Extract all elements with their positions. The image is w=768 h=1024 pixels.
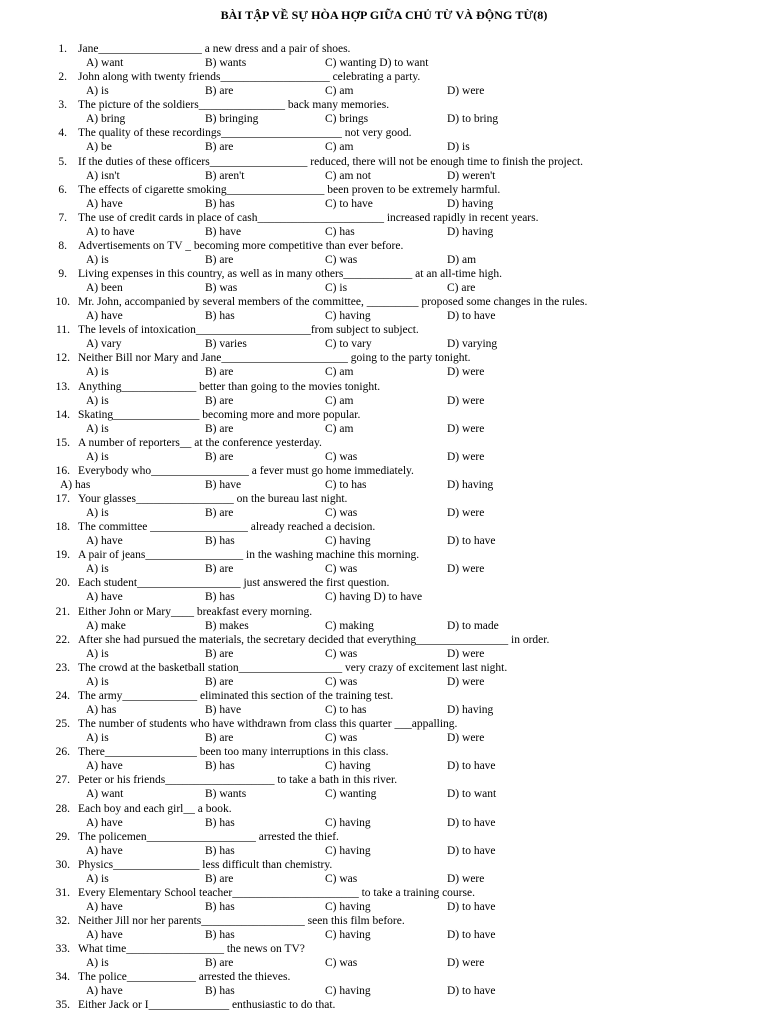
question-number: 26. xyxy=(55,746,70,759)
answer-option: C) was xyxy=(325,450,358,463)
answer-option: C) was xyxy=(325,253,358,266)
question-text: There________________ been too many interruptions in this class. xyxy=(78,746,389,759)
document-title: BÀI TẬP VỀ SỰ HÒA HỢP GIỮA CHỦ TỪ VÀ ĐỘNG TỪ(8) xyxy=(220,8,548,22)
question-text: What time_________________ the news on TV? xyxy=(78,943,305,956)
answer-option: B) are xyxy=(205,957,234,970)
answer-option: C) having xyxy=(325,900,371,913)
answer-option: C) wanting D) to want xyxy=(325,57,429,69)
answer-option: D) to want xyxy=(447,788,497,801)
question-text: Neither Bill nor Mary and Jane______________________ going to the party tonight. xyxy=(78,352,471,365)
answer-option: B) has xyxy=(205,197,235,210)
answer-option: A) is xyxy=(86,507,109,520)
answer-option: C) was xyxy=(325,563,358,576)
question-number: 11. xyxy=(56,324,70,337)
answer-option: B) has xyxy=(205,591,235,604)
answer-option: A) bring xyxy=(86,113,126,126)
answer-option: A) is xyxy=(86,732,109,745)
question-number: 20. xyxy=(55,577,70,590)
answer-option: B) are xyxy=(205,394,234,407)
answer-option: B) are xyxy=(205,85,234,98)
answer-option: A) is xyxy=(86,85,109,98)
question-text: Everybody who_________________ a fever must go home immediately. xyxy=(78,464,414,477)
answer-option: B) wants xyxy=(205,788,247,801)
question-text: Either Jack or I______________ enthusiastic to do that. xyxy=(78,999,336,1012)
question-number: 10. xyxy=(55,296,70,309)
question-number: 8. xyxy=(58,239,67,252)
question-text: The use of credit cards in place of cash______________________ increased rapidly in recent years. xyxy=(78,211,539,224)
answer-option: B) are xyxy=(205,507,234,520)
question-text: Anything_____________ better than going to the movies tonight. xyxy=(78,380,381,393)
answer-option: B) are xyxy=(205,253,234,266)
question-text: The effects of cigarette smoking_________________ been proven to be extremely harmful. xyxy=(78,183,501,196)
question-number: 5. xyxy=(58,155,67,168)
answer-option: A) make xyxy=(86,619,126,632)
question-text: Peter or his friends___________________ to take a bath in this river. xyxy=(78,774,398,787)
answer-option: A) have xyxy=(86,900,123,913)
answer-option: D) to bring xyxy=(447,113,499,126)
question-text: The army_____________ eliminated this section of the training test. xyxy=(78,689,394,702)
question-number: 16. xyxy=(55,464,70,477)
answer-option: B) makes xyxy=(205,619,249,632)
answer-option: B) are xyxy=(205,366,234,379)
question-number: 22. xyxy=(55,633,70,646)
answer-option: D) to have xyxy=(447,310,496,323)
answer-option: B) are xyxy=(205,647,234,660)
answer-option: D) to made xyxy=(447,619,499,632)
question-text: The crowd at the basketball station__________________ very crazy of excitement last night. xyxy=(78,661,508,674)
answer-option: D) were xyxy=(447,85,485,98)
answer-option: B) bringing xyxy=(205,113,259,126)
answer-option: D) to have xyxy=(447,985,496,998)
answer-option: A) have xyxy=(86,591,123,604)
answer-option: A) has xyxy=(60,478,91,491)
answer-option: B) are xyxy=(205,450,234,463)
answer-option: A) vary xyxy=(86,338,122,351)
question-text: Every Elementary School teacher______________________ to take a training course. xyxy=(78,886,475,899)
question-number: 13. xyxy=(55,380,70,393)
question-text: Each student__________________ just answered the first question. xyxy=(78,577,390,590)
answer-option: A) have xyxy=(86,760,123,773)
question-number: 29. xyxy=(55,830,70,843)
question-number: 32. xyxy=(55,915,70,928)
answer-option: C) am xyxy=(325,422,354,435)
question-number: 1. xyxy=(58,43,67,55)
answer-option: C) having xyxy=(325,760,371,773)
answer-option: B) are xyxy=(205,563,234,576)
question-number: 30. xyxy=(55,858,70,871)
answer-option: D) were xyxy=(447,422,485,435)
answer-option: D) having xyxy=(447,197,494,210)
answer-option: A) is xyxy=(86,957,109,970)
answer-option: B) are xyxy=(205,675,234,688)
question-text: John along with twenty friends___________________ celebrating a party. xyxy=(78,71,421,84)
question-number: 6. xyxy=(58,183,67,196)
question-text: A pair of jeans_________________ in the washing machine this morning. xyxy=(78,549,420,562)
answer-option: C) having xyxy=(325,816,371,829)
question-text: Physics_______________ less difficult than chemistry. xyxy=(78,858,333,871)
answer-option: D) to have xyxy=(447,844,496,857)
answer-option: A) have xyxy=(86,816,123,829)
answer-option: D) were xyxy=(447,872,485,885)
question-number: 34. xyxy=(55,971,70,984)
question-text: Living expenses in this country, as well as in many others____________ at an all-time high. xyxy=(78,268,503,281)
answer-option: B) are xyxy=(205,422,234,435)
question-number: 31. xyxy=(55,886,70,899)
answer-option: A) have xyxy=(86,929,123,942)
answer-option: C) am xyxy=(325,394,354,407)
answer-option: D) were xyxy=(447,563,485,576)
question-number: 27. xyxy=(55,774,70,787)
answer-option: B) has xyxy=(205,310,235,323)
question-text: The committee _________________ already reached a decision. xyxy=(78,521,376,534)
answer-option: A) is xyxy=(86,563,109,576)
answer-option: B) aren't xyxy=(205,169,245,182)
answer-option: B) have xyxy=(205,478,242,491)
answer-option: D) to have xyxy=(447,535,496,548)
answer-option: A) is xyxy=(86,394,109,407)
question-text: Each boy and each girl__ a book. xyxy=(78,802,232,815)
answer-option: B) has xyxy=(205,535,235,548)
answer-option: C) having xyxy=(325,929,371,942)
answer-option: A) is xyxy=(86,366,109,379)
answer-option: C) having D) to have xyxy=(325,591,423,604)
answer-option: C) am xyxy=(325,366,354,379)
question-text: The levels of intoxication____________________from subject to subject. xyxy=(78,324,419,337)
answer-option: A) is xyxy=(86,675,109,688)
question-text: A number of reporters__ at the conference yesterday. xyxy=(78,436,322,449)
question-number: 35. xyxy=(55,999,70,1012)
answer-option: B) has xyxy=(205,900,235,913)
question-number: 7. xyxy=(58,211,67,224)
question-text: The quality of these recordings_____________________ not very good. xyxy=(78,127,412,140)
answer-option: C) is xyxy=(325,282,348,295)
answer-option: A) is xyxy=(86,647,109,660)
question-number: 12. xyxy=(55,352,70,365)
answer-option: D) is xyxy=(447,141,470,154)
answer-option: D) were xyxy=(447,450,485,463)
answer-option: C) to have xyxy=(325,197,373,210)
answer-option: A) is xyxy=(86,422,109,435)
answer-option: B) wants xyxy=(205,57,247,69)
answer-option: C) making xyxy=(325,619,374,632)
answer-option: D) to have xyxy=(447,760,496,773)
question-text: Either John or Mary____ breakfast every morning. xyxy=(78,605,313,618)
question-text: The number of students who have withdrawn from class this quarter ___appalling. xyxy=(78,718,458,731)
answer-option: D) were xyxy=(447,394,485,407)
answer-option: A) is xyxy=(86,872,109,885)
answer-option: C) wanting xyxy=(325,788,377,801)
question-text: Mr. John, accompanied by several members of the committee, _________ proposed some changes in the rules. xyxy=(78,296,588,309)
answer-option: A) has xyxy=(86,703,117,716)
answer-option: D) were xyxy=(447,366,485,379)
answer-option: D) having xyxy=(447,703,494,716)
answer-option: A) have xyxy=(86,844,123,857)
answer-option: D) having xyxy=(447,478,494,491)
question-number: 28. xyxy=(55,802,70,815)
question-number: 14. xyxy=(55,408,70,421)
answer-option: B) are xyxy=(205,732,234,745)
question-text: Your glasses_________________ on the bureau last night. xyxy=(78,493,348,506)
answer-option: B) has xyxy=(205,985,235,998)
answer-option: C) having xyxy=(325,985,371,998)
question-number: 19. xyxy=(55,549,70,562)
answer-option: A) want xyxy=(86,57,124,69)
answer-option: A) want xyxy=(86,788,124,801)
answer-option: A) have xyxy=(86,985,123,998)
answer-option: C) to has xyxy=(325,478,367,491)
question-text: Skating_______________ becoming more and more popular. xyxy=(78,408,361,421)
answer-option: D) having xyxy=(447,225,494,238)
answer-option: C) are xyxy=(447,282,476,295)
question-text: The picture of the soldiers_______________ back many memories. xyxy=(78,99,390,112)
answer-option: D) were xyxy=(447,507,485,520)
answer-option: B) has xyxy=(205,760,235,773)
answer-option: B) was xyxy=(205,282,238,295)
question-text: Neither Jill nor her parents__________________ seen this film before. xyxy=(78,915,405,928)
answer-option: C) to vary xyxy=(325,338,372,351)
answer-option: A) is xyxy=(86,253,109,266)
answer-option: A) be xyxy=(86,141,112,154)
answer-option: D) were xyxy=(447,732,485,745)
answer-option: D) were xyxy=(447,647,485,660)
answer-option: C) has xyxy=(325,225,355,238)
question-number: 3. xyxy=(58,99,67,112)
answer-option: D) to have xyxy=(447,929,496,942)
answer-option: A) isn't xyxy=(86,169,120,182)
question-text: Advertisements on TV _ becoming more competitive than ever before. xyxy=(78,239,404,252)
answer-option: B) are xyxy=(205,872,234,885)
answer-option: C) was xyxy=(325,872,358,885)
answer-option: D) to have xyxy=(447,816,496,829)
answer-option: D) were xyxy=(447,957,485,970)
question-number: 23. xyxy=(55,661,70,674)
answer-option: D) weren't xyxy=(447,169,496,182)
answer-option: B) has xyxy=(205,929,235,942)
answer-option: D) were xyxy=(447,675,485,688)
answer-option: A) is xyxy=(86,450,109,463)
answer-option: C) am xyxy=(325,141,354,154)
answer-option: C) having xyxy=(325,844,371,857)
question-text: Jane__________________ a new dress and a pair of shoes. xyxy=(78,43,351,55)
answer-option: D) to have xyxy=(447,900,496,913)
question-number: 33. xyxy=(55,943,70,956)
answer-option: C) having xyxy=(325,535,371,548)
answer-option: B) varies xyxy=(205,338,247,351)
question-number: 21. xyxy=(55,605,70,618)
question-number: 17. xyxy=(55,493,70,506)
answer-option: B) have xyxy=(205,703,242,716)
answer-option: D) varying xyxy=(447,338,498,351)
answer-option: C) having xyxy=(325,310,371,323)
answer-option: B) are xyxy=(205,141,234,154)
answer-option: A) been xyxy=(86,282,123,295)
answer-option: C) to has xyxy=(325,703,367,716)
answer-option: C) was xyxy=(325,732,358,745)
question-text: After she had pursued the materials, the secretary decided that everything________________ in order. xyxy=(78,633,550,646)
answer-option: D) am xyxy=(447,253,477,266)
answer-option: C) am xyxy=(325,85,354,98)
question-number: 25. xyxy=(55,718,70,731)
question-number: 2. xyxy=(58,71,67,84)
answer-option: C) am not xyxy=(325,169,371,182)
question-text: The police____________ arrested the thieves. xyxy=(78,971,291,984)
answer-option: C) was xyxy=(325,507,358,520)
question-text: If the duties of these officers_________________ reduced, there will not be enough time to finish the project. xyxy=(78,155,584,168)
question-text: The policemen___________________ arrested the thief. xyxy=(78,830,339,843)
answer-option: A) have xyxy=(86,197,123,210)
answer-option: C) was xyxy=(325,675,358,688)
answer-option: C) was xyxy=(325,647,358,660)
answer-option: A) have xyxy=(86,535,123,548)
answer-option: B) has xyxy=(205,844,235,857)
answer-option: A) to have xyxy=(86,225,135,238)
answer-option: B) has xyxy=(205,816,235,829)
question-number: 15. xyxy=(55,436,70,449)
answer-option: C) brings xyxy=(325,113,369,126)
question-number: 24. xyxy=(55,689,70,702)
answer-option: B) have xyxy=(205,225,242,238)
answer-option: A) have xyxy=(86,310,123,323)
question-number: 4. xyxy=(58,127,67,140)
answer-option: C) was xyxy=(325,957,358,970)
question-number: 18. xyxy=(55,521,70,534)
question-number: 9. xyxy=(58,268,67,281)
